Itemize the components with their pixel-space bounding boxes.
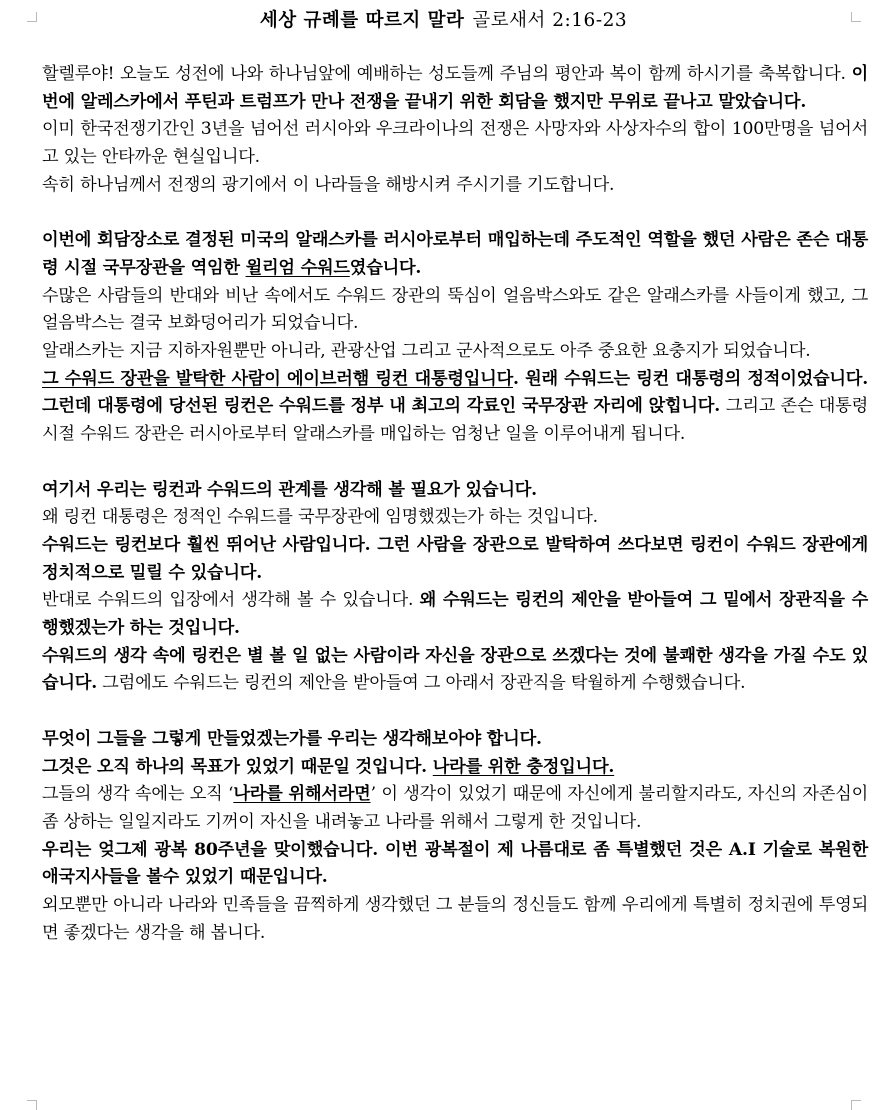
sermon-title: 세상 규례를 따르지 말라 [259, 10, 465, 31]
paragraph-text: 할렐루야! 오늘도 성전에 나와 하나님앞에 예배하는 성도들께 주님의 평안과 복이 함께 하시기를 축복합니다. [42, 64, 846, 84]
paragraph-text: 반대로 수워드의 입장에서 생각해 볼 수 있습니다. [42, 590, 414, 611]
page-corner-mark-bottom-left [27, 1100, 37, 1110]
paragraph-gap [42, 698, 868, 726]
page-corner-mark-bottom-right [851, 1100, 861, 1110]
underlined-sentence: 그 수워드 장관을 발탁한 사람이 에이브러햄 링컨 대통령입니다 [42, 368, 513, 389]
paragraph: 알래스카는 지금 지하자원뿐만 아니라, 관광산업 그리고 군사적으로도 아주 중요한 요충지가 되었습니다. [42, 341, 811, 362]
paragraph-text: 그들의 생각 속에는 오직 ‘ [42, 784, 234, 805]
paragraph-bold-text: 왜 수워드는 링컨의 제안을 받아들여 그 밑에서 장관직을 수행했겠는가 하는 것입니다. [42, 590, 868, 639]
paragraph-text: 그럼에도 수워드는 링컨의 제안을 받아들여 그 아래서 장관직을 탁월하게 수행했습니다. [102, 673, 746, 694]
document-body [42, 61, 868, 947]
paragraph-text: 그것은 오직 하나의 목표가 있었기 때문일 것입니다. [42, 756, 427, 777]
paragraph [42, 754, 868, 782]
paragraph: 왜 링컨 대통령은 정적인 수워드를 국무장관에 임명했겠는가 하는 것입니다. [42, 507, 598, 528]
paragraph: 속히 하나님께서 전쟁의 광기에서 이 나라들을 해방시켜 주시기를 기도합니다. [42, 174, 615, 195]
paragraph-text: 그리고 존슨 대통령시절 수워드 장관은 러시아로부터 알래스카를 매입하는 엄청난 일을 이루어내게 됩니다. [42, 396, 868, 445]
paragraph-text: . 원래 수워드는 링컨 대통령의 정적이었습니다. 그런데 대통령에 당선된 링컨은 수워드를 정부 내 최고의 각료인 국무장관 자리에 앉힙니다. [42, 368, 868, 417]
paragraph-gap [42, 200, 868, 228]
scripture-reference: 골로새서 2:16-23 [472, 10, 628, 31]
paragraph [42, 643, 868, 698]
paragraph: 수많은 사람들의 반대와 비난 속에서도 수워드 장관의 뚝심이 얼음박스와도 같은 알래스카를 사들이게 했고, 그 얼음박스는 결국 보화덩어리가 되었습니다. [42, 285, 868, 334]
paragraph-text: ’ 이 생각이 있었기 때문에 자신에게 불리할지라도, 자신의 자존심이 좀 상하는 일일지라도 기꺼이 자신을 내려놓고 나라를 위해서 그렇게 한 것입니다. [42, 784, 868, 832]
underlined-phrase: 나라를 위한 충정입니다. [432, 756, 615, 777]
paragraph: 수워드는 링컨보다 훨씬 뛰어난 사람입니다. 그런 사람을 장관으로 발탁하여 쓰다보면 링컨이 수워드 장관에게 정치적으로 밀릴 수 있습니다. [42, 534, 868, 583]
paragraph: 여기서 우리는 링컨과 수워드의 관계를 생각해 볼 필요가 있습니다. [42, 479, 537, 500]
paragraph-bold-text: 이번에 알레스카에서 푸틴과 트럼프가 만나 전쟁을 끝내기 위한 회담을 했지만 무위로 끝나고 말았습니다. [42, 64, 869, 112]
paragraph [42, 366, 868, 449]
paragraph-bold-text: 수워드의 생각 속에 링컨은 별 볼 일 없는 사람이라 자신을 장관으로 쓰겠다는 것에 불쾌한 생각을 가질 수도 있습니다. [42, 645, 868, 694]
paragraph [42, 781, 868, 836]
document-header [0, 8, 887, 34]
paragraph: 무엇이 그들을 그렇게 만들었겠는가를 우리는 생각해보아야 합니다. [42, 728, 542, 749]
underlined-name: 윌리엄 수워드 [245, 257, 350, 278]
paragraph [42, 227, 868, 282]
paragraph-text: 이번에 회담장소로 결정된 미국의 알래스카를 러시아로부터 매입하는데 주도적인 역할을 했던 사람은 존슨 대통령 시절 국무장관을 역임한 [42, 230, 868, 278]
paragraph: 이미 한국전쟁기간인 3년을 넘어선 러시아와 우크라이나의 전쟁은 사망자와 사상자수의 합이 100만명을 넘어서고 있는 안타까운 현실입니다. [42, 119, 868, 168]
paragraph [42, 61, 868, 116]
paragraph: 외모뿐만 아니라 나라와 민족들을 끔찍하게 생각했던 그 분들의 정신들도 함께 우리에게 특별히 정치권에 투영되면 좋겠다는 생각을 해 봅니다. [42, 895, 868, 943]
paragraph-text: 였습니다. [349, 257, 422, 278]
underlined-phrase: 나라를 위해서라면 [233, 784, 371, 805]
paragraph: 우리는 엊그제 광복 80주년을 맞이했습니다. 이번 광복절이 제 나름대로 좀 특별했던 것은 A.I 기술로 복원한 애국지사들을 볼수 있었기 때문입니다. [42, 839, 868, 888]
paragraph [42, 587, 868, 642]
paragraph-gap [42, 449, 868, 477]
